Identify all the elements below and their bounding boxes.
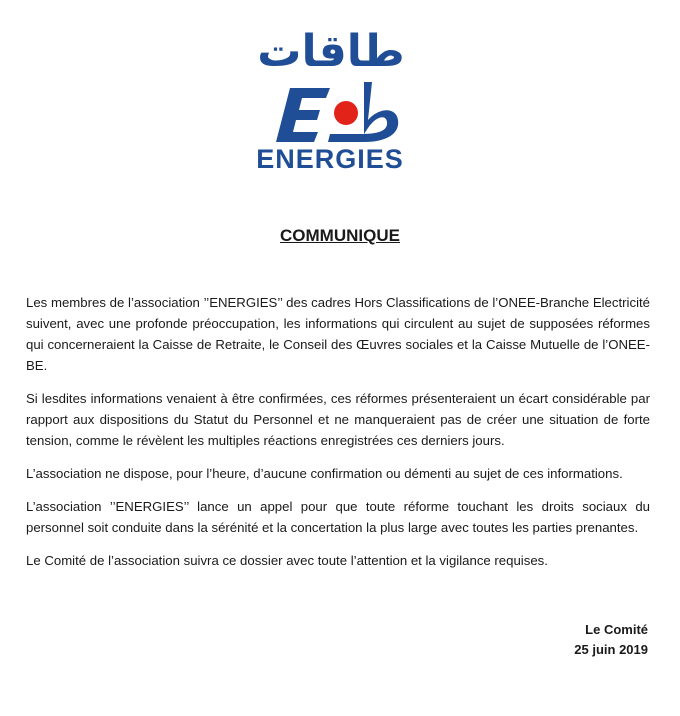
logo-red-dot — [334, 101, 358, 125]
logo-letter-e-shape — [276, 88, 330, 142]
logo-arabic-text: طاقات — [257, 26, 405, 77]
signature-block — [574, 620, 648, 660]
paragraph: Le Comité de l’association suivra ce dossier avec toute l’attention et la vigilance requises. — [26, 553, 548, 568]
signature-name: Le Comité — [585, 622, 648, 637]
document-body — [26, 292, 650, 583]
paragraph: L’association ’’ENERGIES’’ lance un appel pour que toute réforme touchant les droits sociaux du personnel soit conduite dans la sérénité et la concertation la plus large avec toutes les parties prenantes. — [26, 499, 650, 535]
paragraph: Les membres de l’association ’’ENERGIES’’ des cadres Hors Classifications de l’ONEE-Branche Electricité suivent, avec une profonde préoccupation, les informations qui circulent au sujet de supposées réformes qui concerneraient la Caisse de Retraite, le Conseil des Œuvres sociales et la Caisse Mutuelle de l’ONEE-BE. — [26, 295, 650, 373]
document-title: COMMUNIQUE — [280, 226, 400, 245]
energies-logo — [240, 28, 420, 178]
logo-wordmark: ENERGIES — [256, 144, 404, 174]
paragraph: L’association ne dispose, pour l’heure, d’aucune confirmation ou démenti au sujet de ces informations. — [26, 466, 623, 481]
signature-date: 25 juin 2019 — [574, 642, 648, 657]
paragraph: Si lesdites informations venaient à être confirmées, ces réformes présenteraient un écart considérable par rapport aux dispositions du Statut du Personnel et ne manqueraient pas de créer une situation de forte tension, comme le révèlent les multiples réactions enregistrées ces derniers jours. — [26, 391, 650, 448]
